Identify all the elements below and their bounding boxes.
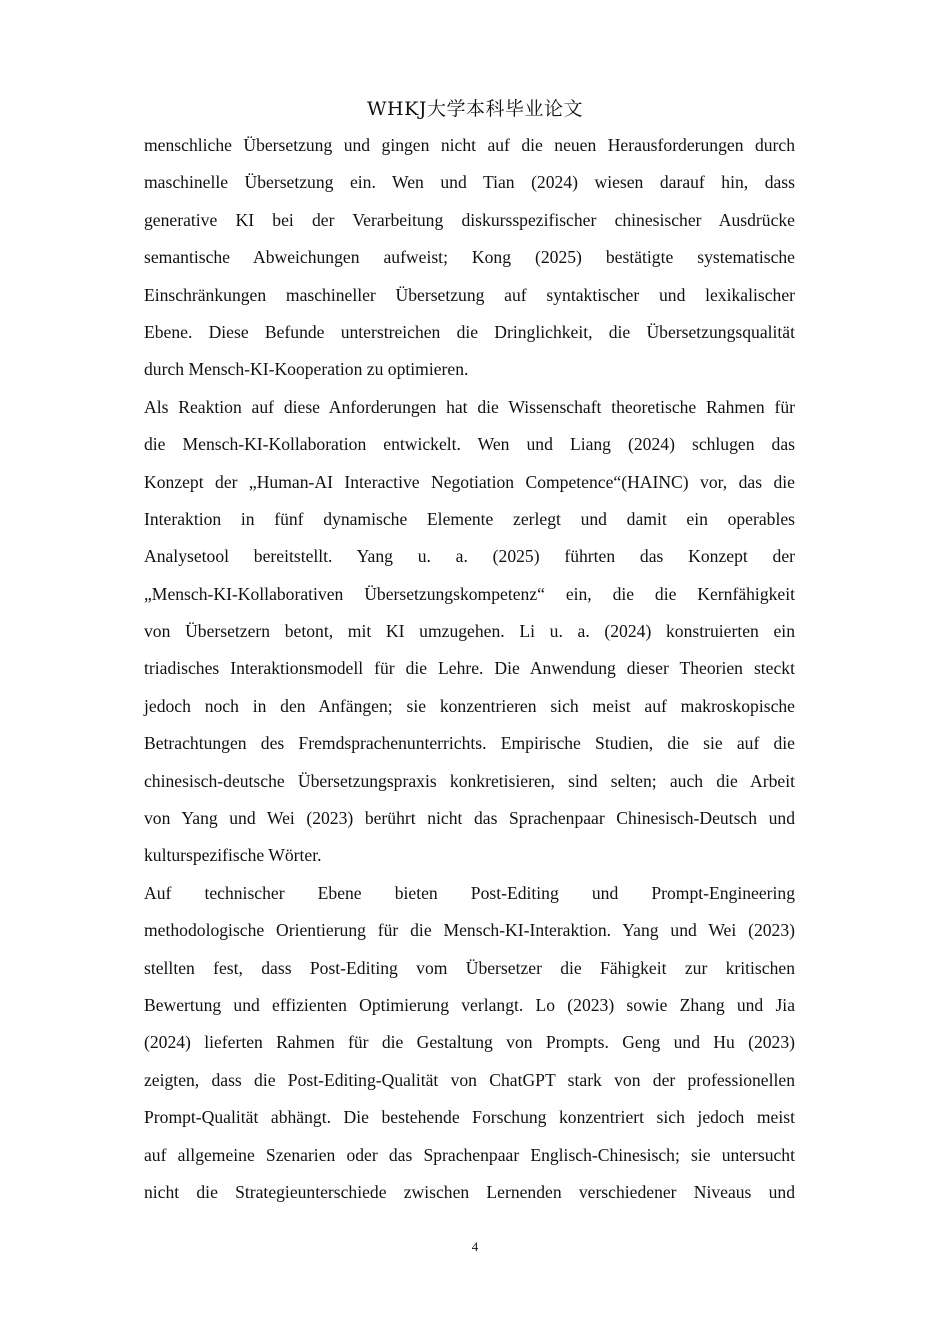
text-line: Ebene. Diese Befunde unterstreichen die Dringlichkeit, die Übersetzungsqualität (144, 321, 795, 342)
paragraph (144, 127, 795, 389)
text-line: stellten fest, dass Post-Editing vom Übersetzer die Fähigkeit zur kritischen (144, 957, 795, 978)
text-line: „Mensch-KI-Kollaborativen Übersetzungskompetenz“ ein, die die Kernfähigkeit (144, 583, 795, 604)
text-line: Betrachtungen des Fremdsprachenunterrichts. Empirische Studien, die sie auf die (144, 733, 795, 754)
text-line: Interaktion in fünf dynamische Elemente zerlegt und damit ein operables (144, 508, 795, 529)
text-line: von Yang und Wei (2023) berührt nicht das Sprachenpaar Chinesisch-Deutsch und (144, 808, 795, 829)
text-line: die Mensch-KI-Kollaboration entwickelt. Wen und Liang (2024) schlugen das (144, 434, 795, 455)
text-line: semantische Abweichungen aufweist; Kong (2025) bestätigte systematische (144, 247, 795, 268)
text-line: maschinelle Übersetzung ein. Wen und Tian (2024) wiesen darauf hin, dass (144, 172, 795, 193)
text-line: Auf technischer Ebene bieten Post-Editing und Prompt-Engineering (144, 882, 795, 903)
text-line: auf allgemeine Szenarien oder das Sprachenpaar Englisch-Chinesisch; sie untersucht (144, 1144, 795, 1165)
text-line: chinesisch-deutsche Übersetzungspraxis konkretisieren, sind selten; auch die Arbeit (144, 770, 795, 791)
text-line: Konzept der „Human-AI Interactive Negotiation Competence“(HAINC) vor, das die (144, 471, 795, 492)
text-line: Bewertung und effizienten Optimierung verlangt. Lo (2023) sowie Zhang und Jia (144, 994, 795, 1015)
body-text (144, 127, 795, 1211)
paragraph (144, 875, 795, 1212)
paragraph (144, 389, 795, 875)
text-line: methodologische Orientierung für die Mensch-KI-Interaktion. Yang und Wei (2023) (144, 920, 795, 941)
text-line: zeigten, dass die Post-Editing-Qualität von ChatGPT stark von der professionellen (144, 1069, 795, 1090)
page-number: 4 (471, 1239, 479, 1254)
text-line: Einschränkungen maschineller Übersetzung auf syntaktischer und lexikalischer (144, 284, 795, 305)
text-line: durch Mensch-KI-Kooperation zu optimieren. (144, 359, 469, 380)
text-line: von Übersetzern betont, mit KI umzugehen. Li u. a. (2024) konstruierten ein (144, 621, 795, 642)
text-line: nicht die Strategieunterschiede zwischen Lernenden verschiedener Niveaus und (144, 1181, 795, 1202)
text-line: kulturspezifische Wörter. (144, 845, 322, 866)
text-line: (2024) lieferten Rahmen für die Gestaltung von Prompts. Geng und Hu (2023) (144, 1032, 795, 1053)
text-line: triadisches Interaktionsmodell für die Lehre. Die Anwendung dieser Theorien steckt (144, 658, 795, 679)
text-line: jedoch noch in den Anfängen; sie konzentrieren sich meist auf makroskopische (144, 695, 795, 716)
text-line: Als Reaktion auf diese Anforderungen hat die Wissenschaft theoretische Rahmen für (144, 396, 795, 417)
text-line: Prompt-Qualität abhängt. Die bestehende Forschung konzentriert sich jedoch meist (144, 1107, 795, 1128)
running-header-title: WHKJ大学本科毕业论文 (367, 98, 583, 120)
text-line: menschliche Übersetzung und gingen nicht auf die neuen Herausforderungen durch (144, 135, 795, 155)
text-line: generative KI bei der Verarbeitung diskursspezifischer chinesischer Ausdrücke (144, 209, 795, 230)
text-line: Analysetool bereitstellt. Yang u. a. (2025) führten das Konzept der (144, 546, 795, 567)
